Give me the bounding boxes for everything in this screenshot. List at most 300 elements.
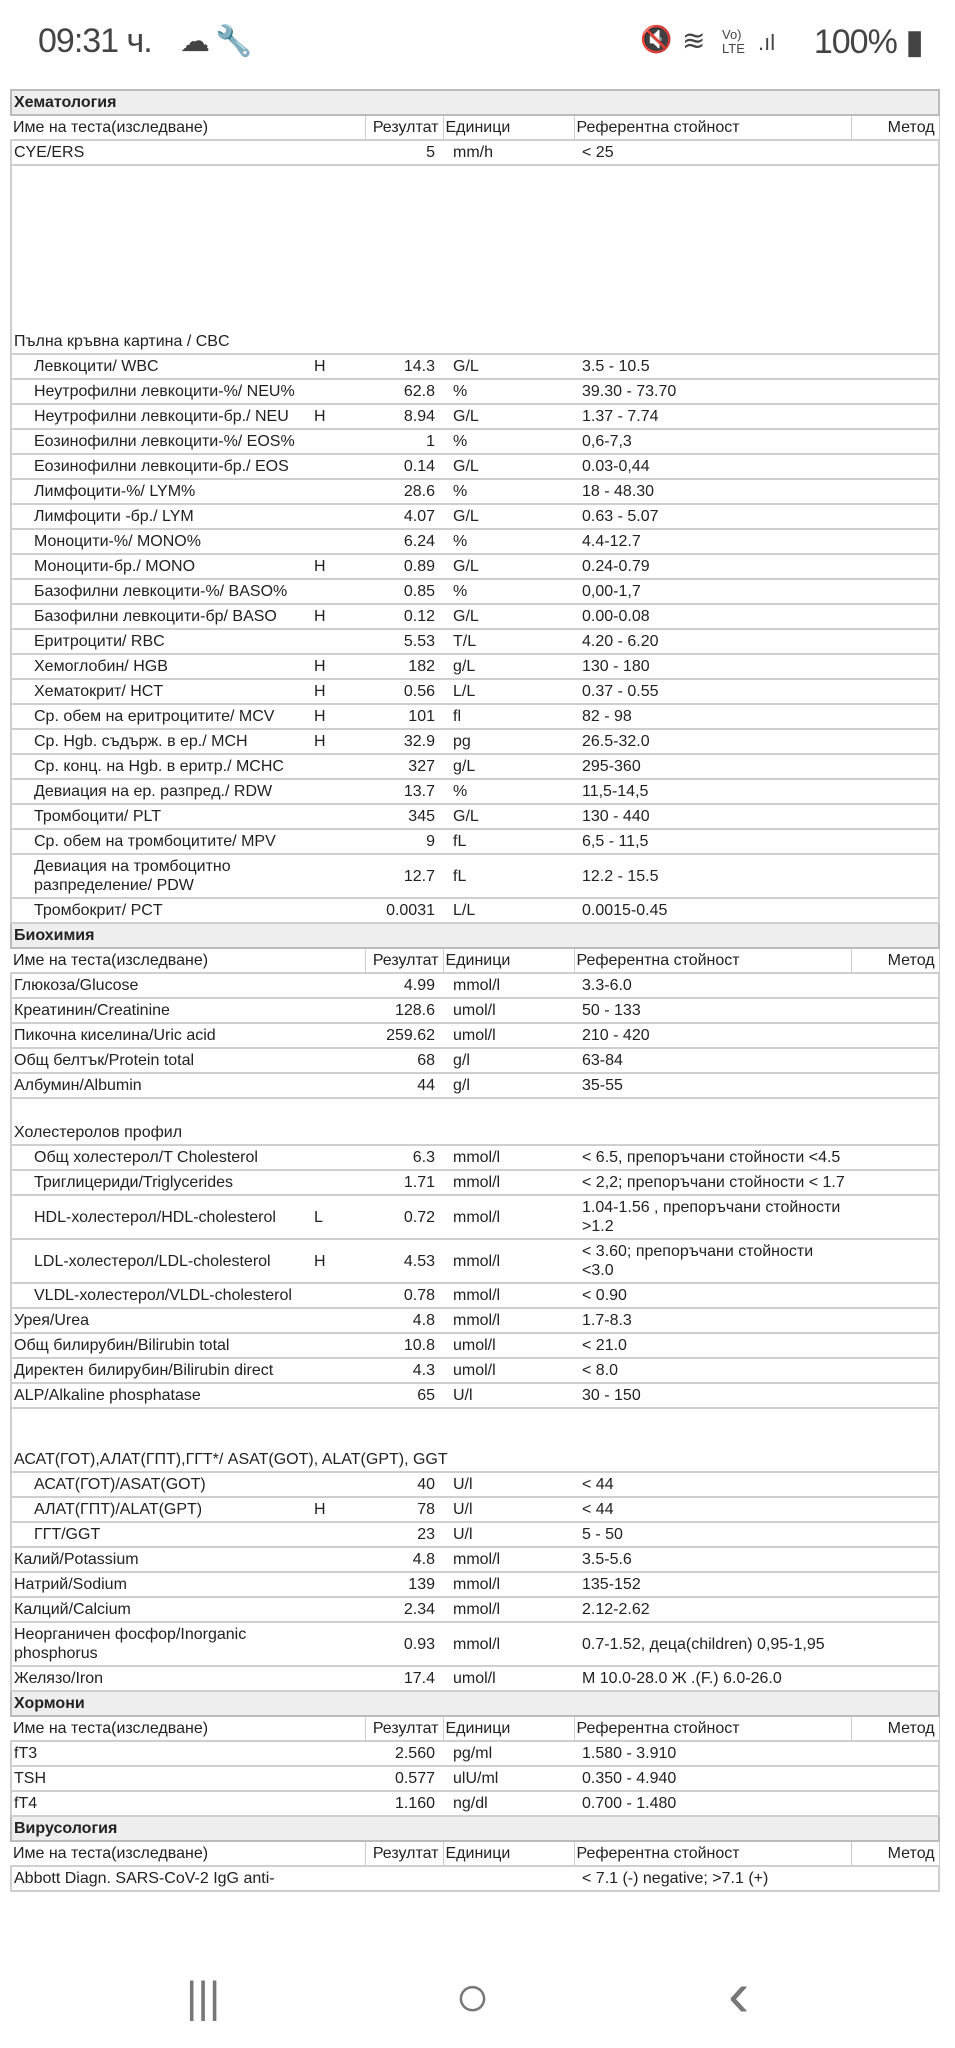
column-header-units: Единици (443, 115, 574, 140)
method (851, 379, 939, 404)
units: umol/l (443, 998, 574, 1023)
abnormal-flag (312, 1622, 365, 1666)
result-value: 4.3 (365, 1358, 443, 1383)
test-name: ГГТ/GGT (11, 1522, 312, 1547)
group-row (11, 1408, 939, 1472)
volte-icon: Vo) LTE (722, 27, 745, 56)
test-name: Калий/Potassium (11, 1547, 312, 1572)
table-row (11, 679, 939, 704)
reference-range: 0.03-0,44 (574, 454, 851, 479)
abnormal-flag (312, 1741, 365, 1766)
units: pg/ml (443, 1741, 574, 1766)
test-name: Ср. обем на тромбоцитите/ MPV (11, 829, 312, 854)
method (851, 504, 939, 529)
test-name: Креатинин/Creatinine (11, 998, 312, 1023)
method (851, 629, 939, 654)
test-name: Общ белтък/Protein total (11, 1048, 312, 1073)
result-value: 0.577 (365, 1766, 443, 1791)
test-name: Лимфоцити-%/ LYM% (11, 479, 312, 504)
lab-results[interactable] (10, 89, 940, 1931)
test-name: Тромбокрит/ PCT (11, 898, 312, 923)
result-value: 2.560 (365, 1741, 443, 1766)
abnormal-flag (312, 1597, 365, 1622)
reference-range: 0.24-0.79 (574, 554, 851, 579)
abnormal-flag: H (312, 554, 365, 579)
table-row (11, 629, 939, 654)
battery-level: 100% ▮ (813, 23, 923, 61)
result-value: 5 (365, 140, 443, 165)
abnormal-flag (312, 140, 365, 165)
result-value: 28.6 (365, 479, 443, 504)
abnormal-flag (312, 854, 365, 898)
column-header-name: Име на теста(изследване) (11, 115, 365, 140)
column-header-row (11, 115, 939, 140)
test-name: Ср. обем на еритроцитите/ MCV (11, 704, 312, 729)
result-value: 68 (365, 1048, 443, 1073)
test-name: Урея/Urea (11, 1308, 312, 1333)
test-name: Желязо/Iron (11, 1666, 312, 1691)
result-value: 4.07 (365, 504, 443, 529)
method (851, 1472, 939, 1497)
reference-range: M 10.0-28.0 Ж .(F.) 6.0-26.0 (574, 1666, 851, 1691)
column-header-units: Единици (443, 948, 574, 973)
units: % (443, 379, 574, 404)
table-row (11, 1666, 939, 1691)
column-header-method: Метод (851, 1841, 939, 1866)
reference-range: < 0.90 (574, 1283, 851, 1308)
abnormal-flag: H (312, 654, 365, 679)
reference-range: < 7.1 (-) negative; >7.1 (+) (574, 1866, 851, 1891)
test-name: Базофилни левкоцити-бр/ BASO (11, 604, 312, 629)
method (851, 604, 939, 629)
column-header-method: Метод (851, 948, 939, 973)
table-row (11, 1791, 939, 1816)
result-value: 0.12 (365, 604, 443, 629)
table-row (11, 704, 939, 729)
test-name: Девиация на ер. разпред./ RDW (11, 779, 312, 804)
units: g/L (443, 754, 574, 779)
group-label: Пълна кръвна картина / CBC (11, 165, 939, 354)
section-header (11, 1816, 939, 1841)
test-name: LDL-холестерол/LDL-cholesterol (11, 1239, 312, 1283)
units: g/l (443, 1048, 574, 1073)
result-value: 0.85 (365, 579, 443, 604)
method (851, 1308, 939, 1333)
reference-range: 0.37 - 0.55 (574, 679, 851, 704)
table-row (11, 1023, 939, 1048)
test-name: Еритроцити/ RBC (11, 629, 312, 654)
column-header-result: Резултат (365, 115, 443, 140)
reference-range: < 25 (574, 140, 851, 165)
test-name: Тромбоцити/ PLT (11, 804, 312, 829)
test-name: Ср. конц. на Hgb. в еритр./ MCHC (11, 754, 312, 779)
result-value: 345 (365, 804, 443, 829)
abnormal-flag (312, 429, 365, 454)
result-value: 14.3 (365, 354, 443, 379)
abnormal-flag (312, 1073, 365, 1098)
abnormal-flag: L (312, 1195, 365, 1239)
method (851, 1497, 939, 1522)
test-name: Девиация на тромбоцитно разпределение/ PDW (11, 854, 312, 898)
table-row (11, 1572, 939, 1597)
method (851, 654, 939, 679)
column-header-method: Метод (851, 115, 939, 140)
signal-icon: .ıl (758, 30, 776, 55)
abnormal-flag (312, 1572, 365, 1597)
units: fL (443, 829, 574, 854)
abnormal-flag: H (312, 404, 365, 429)
table-row (11, 479, 939, 504)
units: mmol/l (443, 1597, 574, 1622)
abnormal-flag (312, 1023, 365, 1048)
units: mmol/l (443, 1195, 574, 1239)
method (851, 1766, 939, 1791)
abnormal-flag (312, 754, 365, 779)
result-value: 0.78 (365, 1283, 443, 1308)
result-value: 17.4 (365, 1666, 443, 1691)
abnormal-flag (312, 1283, 365, 1308)
test-name: Глюкоза/Glucose (11, 973, 312, 998)
table-row (11, 1073, 939, 1098)
abnormal-flag (312, 579, 365, 604)
reference-range: 63-84 (574, 1048, 851, 1073)
reference-range: 6,5 - 11,5 (574, 829, 851, 854)
reference-range: 3.5-5.6 (574, 1547, 851, 1572)
abnormal-flag: H (312, 354, 365, 379)
test-name: TSH (11, 1766, 312, 1791)
abnormal-flag (312, 454, 365, 479)
table-row (11, 1358, 939, 1383)
test-name: Ср. Hgb. съдърж. в ер./ MCH (11, 729, 312, 754)
units: mmol/l (443, 1145, 574, 1170)
reference-range: 0.0015-0.45 (574, 898, 851, 923)
units: umol/l (443, 1333, 574, 1358)
abnormal-flag (312, 1666, 365, 1691)
result-value: 0.72 (365, 1195, 443, 1239)
table-row (11, 1170, 939, 1195)
table-row (11, 429, 939, 454)
table-row (11, 1283, 939, 1308)
test-name: Неутрофилни левкоцити-бр./ NEU (11, 404, 312, 429)
units: mmol/l (443, 1283, 574, 1308)
units: umol/l (443, 1358, 574, 1383)
result-value: 1.160 (365, 1791, 443, 1816)
table-row (11, 1239, 939, 1283)
test-name: Албумин/Albumin (11, 1073, 312, 1098)
test-name: Хематокрит/ HCT (11, 679, 312, 704)
test-name: CYE/ERS (11, 140, 312, 165)
reference-range: 0.350 - 4.940 (574, 1766, 851, 1791)
reference-range: 35-55 (574, 1073, 851, 1098)
test-name: Общ билирубин/Bilirubin total (11, 1333, 312, 1358)
method (851, 429, 939, 454)
table-row (11, 354, 939, 379)
test-name: Левкоцити/ WBC (11, 354, 312, 379)
table-row (11, 898, 939, 923)
table-row (11, 604, 939, 629)
method (851, 704, 939, 729)
units: L/L (443, 898, 574, 923)
table-row (11, 579, 939, 604)
result-value: 128.6 (365, 998, 443, 1023)
result-value: 62.8 (365, 379, 443, 404)
column-header-reference: Референтна стойност (574, 948, 851, 973)
reference-range: 1.37 - 7.74 (574, 404, 851, 429)
abnormal-flag (312, 1048, 365, 1073)
method (851, 1622, 939, 1666)
result-value: 4.8 (365, 1547, 443, 1572)
table-row (11, 1547, 939, 1572)
test-name: Лимфоцити -бр./ LYM (11, 504, 312, 529)
table-row (11, 1195, 939, 1239)
method (851, 1383, 939, 1408)
method (851, 679, 939, 704)
reference-range: 0.00-0.08 (574, 604, 851, 629)
table-row (11, 1622, 939, 1666)
method (851, 898, 939, 923)
section-title: Биохимия (11, 923, 939, 948)
reference-range: 0.700 - 1.480 (574, 1791, 851, 1816)
method (851, 829, 939, 854)
result-value: 8.94 (365, 404, 443, 429)
column-header-method: Метод (851, 1716, 939, 1741)
reference-range: 5 - 50 (574, 1522, 851, 1547)
abnormal-flag: H (312, 1239, 365, 1283)
abnormal-flag (312, 1383, 365, 1408)
reference-range: 4.4-12.7 (574, 529, 851, 554)
method (851, 1283, 939, 1308)
units: mmol/l (443, 1547, 574, 1572)
method (851, 579, 939, 604)
units: umol/l (443, 1666, 574, 1691)
method (851, 1048, 939, 1073)
result-value: 12.7 (365, 854, 443, 898)
group-label: Холестеролов профил (11, 1098, 939, 1145)
units: G/L (443, 504, 574, 529)
column-header-reference: Референтна стойност (574, 115, 851, 140)
method (851, 1170, 939, 1195)
reference-range: 1.7-8.3 (574, 1308, 851, 1333)
method (851, 404, 939, 429)
test-name: Триглицериди/Triglycerides (11, 1170, 312, 1195)
table-row (11, 1597, 939, 1622)
reference-range: 135-152 (574, 1572, 851, 1597)
abnormal-flag: H (312, 1497, 365, 1522)
units: G/L (443, 554, 574, 579)
method (851, 998, 939, 1023)
table-row (11, 1522, 939, 1547)
units: U/l (443, 1383, 574, 1408)
wifi-icon: ≋ (682, 25, 706, 56)
reference-range: 0,00-1,7 (574, 579, 851, 604)
reference-range: 30 - 150 (574, 1383, 851, 1408)
result-value (365, 1866, 443, 1891)
reference-range: < 44 (574, 1497, 851, 1522)
table-row (11, 454, 939, 479)
result-value: 182 (365, 654, 443, 679)
method (851, 529, 939, 554)
cloud-icon: ☁ (180, 25, 210, 58)
section-title: Хематология (11, 90, 939, 115)
table-row (11, 379, 939, 404)
table-row (11, 998, 939, 1023)
method (851, 1866, 939, 1891)
reference-range: < 8.0 (574, 1358, 851, 1383)
units: fl (443, 704, 574, 729)
result-value: 0.0031 (365, 898, 443, 923)
units: % (443, 529, 574, 554)
abnormal-flag (312, 1170, 365, 1195)
units: U/l (443, 1522, 574, 1547)
result-value: 0.93 (365, 1622, 443, 1666)
units: % (443, 479, 574, 504)
method (851, 554, 939, 579)
result-value: 23 (365, 1522, 443, 1547)
section-title: Вирусология (11, 1816, 939, 1841)
column-header-name: Име на теста(изследване) (11, 948, 365, 973)
test-name: Калций/Calcium (11, 1597, 312, 1622)
abnormal-flag (312, 1333, 365, 1358)
result-value: 5.53 (365, 629, 443, 654)
result-value: 65 (365, 1383, 443, 1408)
table-row (11, 729, 939, 754)
table-row (11, 1497, 939, 1522)
units: U/l (443, 1497, 574, 1522)
abnormal-flag: H (312, 604, 365, 629)
result-value: 6.3 (365, 1145, 443, 1170)
units: % (443, 579, 574, 604)
reference-range: 12.2 - 15.5 (574, 854, 851, 898)
column-header-result: Резултат (365, 1716, 443, 1741)
units: G/L (443, 404, 574, 429)
test-name: Еозинофилни левкоцити-%/ EOS% (11, 429, 312, 454)
column-header-reference: Референтна стойност (574, 1716, 851, 1741)
method (851, 1333, 939, 1358)
reference-range: 0.63 - 5.07 (574, 504, 851, 529)
abnormal-flag (312, 1766, 365, 1791)
abnormal-flag (312, 1472, 365, 1497)
test-name: fT3 (11, 1741, 312, 1766)
clock: 09:31 ч. (38, 22, 152, 60)
method (851, 804, 939, 829)
test-name: Пикочна киселина/Uric acid (11, 1023, 312, 1048)
reference-range: 1.04-1.56 , препоръчани стойности >1.2 (574, 1195, 851, 1239)
battery-icon: ▮ (905, 23, 923, 61)
result-value: 32.9 (365, 729, 443, 754)
units: G/L (443, 454, 574, 479)
section-header (11, 1691, 939, 1716)
method (851, 973, 939, 998)
table-row (11, 140, 939, 165)
result-value: 1 (365, 429, 443, 454)
units: mmol/l (443, 1239, 574, 1283)
units: % (443, 429, 574, 454)
back-button[interactable]: ‹ (728, 1958, 750, 2030)
column-header-result: Резултат (365, 1841, 443, 1866)
result-value: 0.56 (365, 679, 443, 704)
method (851, 1741, 939, 1766)
reference-range: 4.20 - 6.20 (574, 629, 851, 654)
units: U/l (443, 1472, 574, 1497)
units: ng/dl (443, 1791, 574, 1816)
reference-range: 11,5-14,5 (574, 779, 851, 804)
units: mmol/l (443, 1308, 574, 1333)
units: mmol/l (443, 1572, 574, 1597)
abnormal-flag (312, 804, 365, 829)
abnormal-flag (312, 479, 365, 504)
test-name: Натрий/Sodium (11, 1572, 312, 1597)
result-value: 0.89 (365, 554, 443, 579)
units: fL (443, 854, 574, 898)
test-name: ALP/Alkaline phosphatase (11, 1383, 312, 1408)
units: % (443, 779, 574, 804)
method (851, 1358, 939, 1383)
navigation-bar (0, 1935, 955, 2048)
test-name: Неорганичен фосфор/Inorganic phosphorus (11, 1622, 312, 1666)
table-row (11, 1741, 939, 1766)
method (851, 729, 939, 754)
column-header-row (11, 1841, 939, 1866)
column-header-row (11, 1716, 939, 1741)
home-button[interactable]: ○ (455, 1964, 491, 2029)
test-name: АЛАТ(ГПТ)/ALAT(GPT) (11, 1497, 312, 1522)
test-name: Базофилни левкоцити-%/ BASO% (11, 579, 312, 604)
test-name: Моноцити-бр./ MONO (11, 554, 312, 579)
reference-range: 295-360 (574, 754, 851, 779)
method (851, 479, 939, 504)
wrench-icon: 🔧 (215, 25, 253, 58)
method (851, 1145, 939, 1170)
result-value: 259.62 (365, 1023, 443, 1048)
method (851, 1791, 939, 1816)
reference-range: < 3.60; препоръчани стойности <3.0 (574, 1239, 851, 1283)
result-value: 4.8 (365, 1308, 443, 1333)
reference-range: 130 - 180 (574, 654, 851, 679)
results-table (10, 89, 940, 1892)
result-value: 4.53 (365, 1239, 443, 1283)
units: mmol/l (443, 973, 574, 998)
table-row (11, 804, 939, 829)
method (851, 1023, 939, 1048)
abnormal-flag (312, 1358, 365, 1383)
recent-apps-button[interactable]: ||| (186, 1973, 221, 2022)
abnormal-flag (312, 529, 365, 554)
table-row (11, 779, 939, 804)
reference-range: < 2,2; препоръчани стойности < 1.7 (574, 1170, 851, 1195)
units: umol/l (443, 1023, 574, 1048)
result-value: 101 (365, 704, 443, 729)
column-header-name: Име на теста(изследване) (11, 1716, 365, 1741)
abnormal-flag (312, 998, 365, 1023)
units: ulU/ml (443, 1766, 574, 1791)
table-row (11, 1145, 939, 1170)
result-value: 0.14 (365, 454, 443, 479)
reference-range: 0.7-1.52, деца(children) 0,95-1,95 (574, 1622, 851, 1666)
table-row (11, 504, 939, 529)
table-row (11, 554, 939, 579)
test-name: Неутрофилни левкоцити-%/ NEU% (11, 379, 312, 404)
units: g/l (443, 1073, 574, 1098)
result-value: 2.34 (365, 1597, 443, 1622)
mute-icon: 🔇 (640, 24, 673, 54)
method (851, 1522, 939, 1547)
reference-range: 26.5-32.0 (574, 729, 851, 754)
table-row (11, 973, 939, 998)
units: mm/h (443, 140, 574, 165)
method (851, 1597, 939, 1622)
result-value: 44 (365, 1073, 443, 1098)
test-name: Еозинофилни левкоцити-бр./ EOS (11, 454, 312, 479)
